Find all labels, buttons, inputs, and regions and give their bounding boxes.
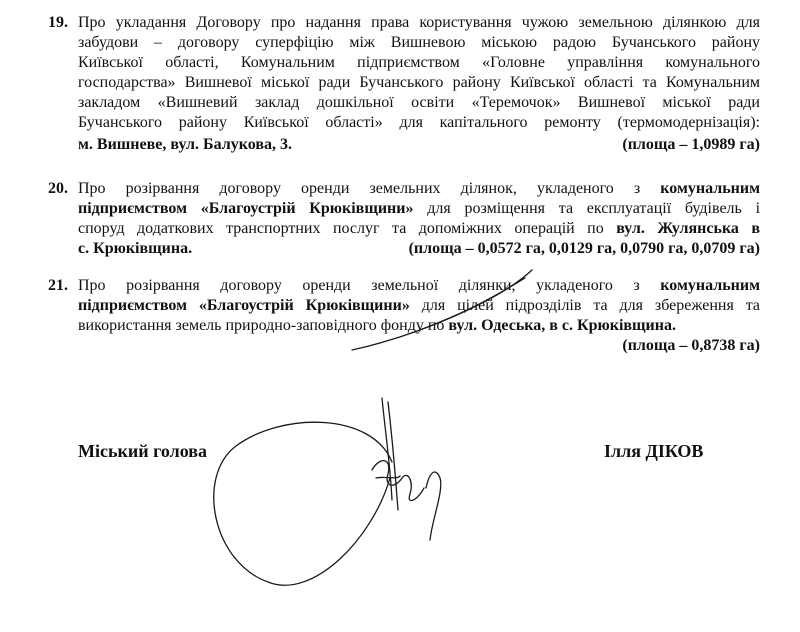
item-area: (площа – 0,0572 га, 0,0129 га, 0,0790 га, 0,0709 га) [408,240,760,257]
item-text-line: забудови – договору суперфіцію між Вишневою міською радою Бучанського району [78,34,760,51]
item-text-line: закладом «Вишневий заклад дошкільної освіти «Теремочок» Вишневої міської ради [78,94,760,111]
item-text-line: Про розірвання договору оренди земельних ділянок, укладеного з комунальним [78,180,761,197]
signature-title: Міський голова [78,441,207,461]
item-area: (площа – 1,0989 га) [622,136,760,153]
item-text-line: підприємством «Благоустрій Крюківщини» для цілей підрозділів та для збереження та [78,297,760,314]
item-address: м. Вишневе, вул. Балукова, 3. [78,136,292,153]
item-text-line: Київської області, Комунальним підприємством «Головне управління комунального [78,54,760,71]
item-area: (площа – 0,8738 га) [622,337,760,354]
item-text-line: Про розірвання договору оренди земельної ділянки, укладеного з комунальним [78,277,760,294]
item-number: 20. [48,180,68,197]
signatory-name: Ілля ДІКОВ [604,441,704,461]
item-text-line: господарства» Вишневої міської ради Бучанського району Київської області та Комунальним [78,74,760,91]
item-text-line: використання земель природно-заповідного фонду по вул. Одеська, в с. Крюківщина. [78,317,676,334]
item-text-line: Бучанського району Київської області» для капітального ремонту (термомодернізація): [78,114,760,131]
item-text-line: підприємством «Благоустрій Крюківщини» для розміщення та експлуатації будівель і [78,200,761,217]
item-text-line: Про укладання Договору про надання права користування чужою земельною ділянкою для [78,14,760,31]
item-text-line: споруд додаткових транспортних послуг та допоміжних операцій по вул. Жулянська в [78,220,761,237]
item-number: 21. [48,277,68,294]
item-address: с. Крюківщина. [78,240,193,257]
item-number: 19. [48,14,68,31]
